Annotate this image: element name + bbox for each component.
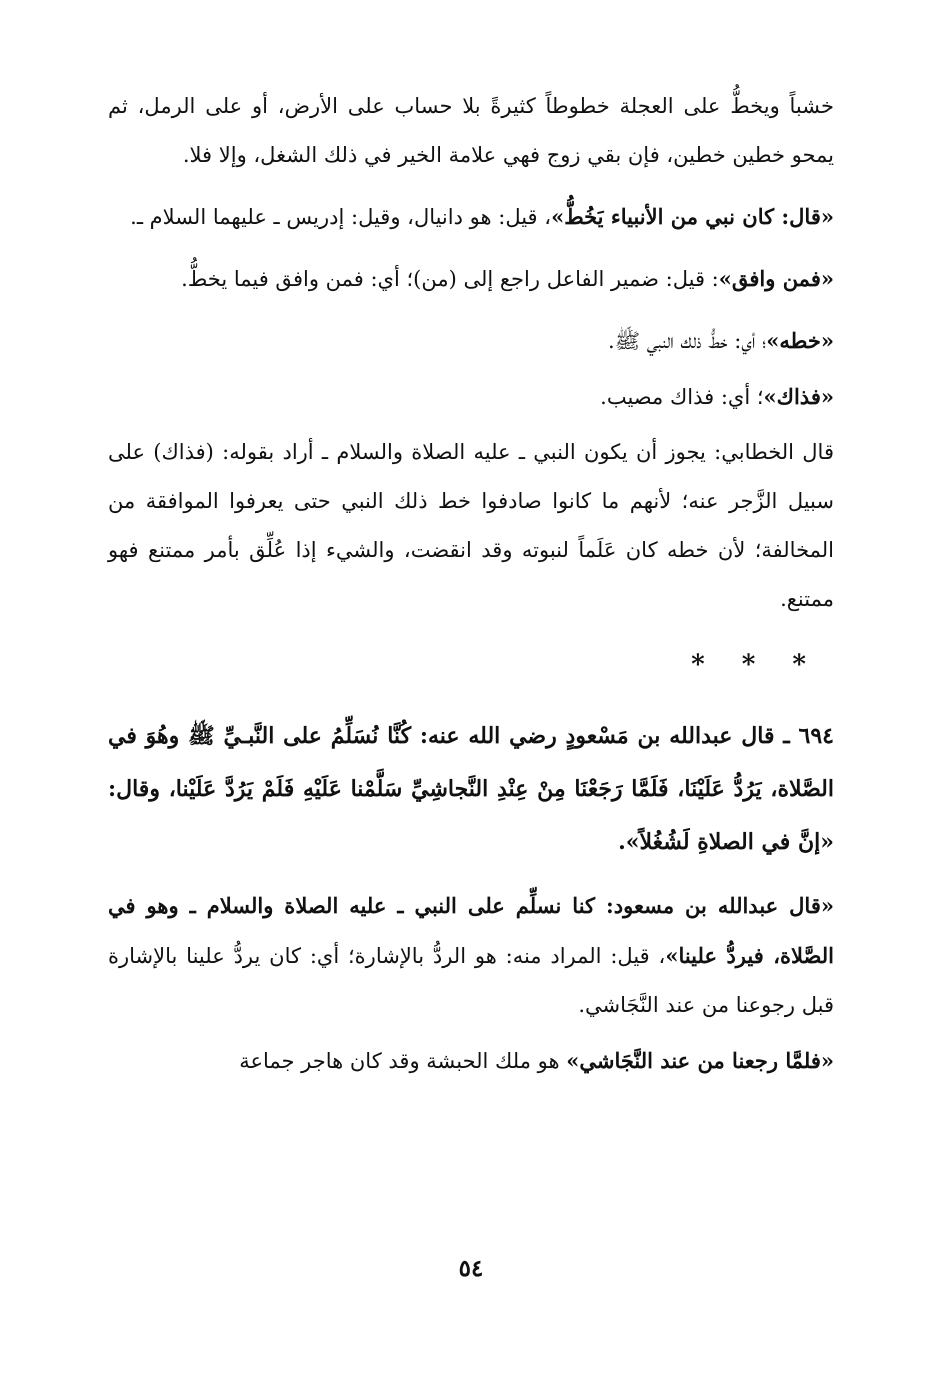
paragraph-continuation: خشباً ويخطُّ على العجلة خطوطاً كثيرةً بلا حساب على الأرض، أو على الرمل، ثم يمحو خطين خطين، فإن بقي زوج فهي علامة الخير في ذلك الشغل، وإلا فلا. [108, 94, 834, 167]
quoted-phrase: «خطه» [766, 328, 834, 353]
explanation-text: هو ملك الحبشة وقد كان هاجر جماعة [239, 1049, 567, 1073]
explanation-text: ؛ أي: فذاك مصيب. [600, 385, 764, 409]
explanation-text: ؛ أي: خطُّ ذلك النبي ﷺ. [608, 329, 767, 353]
quoted-phrase: «قال عبدالله بن مسعود: كنا نسلِّم على النبي ـ عليه الصلاة والسلام ـ وهو في الصَّلاة، فيردُّ علينا» [108, 893, 834, 968]
explanation-text: : قيل: ضمير الفاعل راجع إلى (من)؛ أي: فمن وافق فيما يخطُّ. [181, 267, 719, 291]
section-separator: * * * [691, 650, 820, 680]
paragraph-prophet-who-drew [108, 192, 834, 242]
hadith-694: ٦٩٤ ـ قال عبدالله بن مَسْعودٍ رضي الله عنه: كُنَّا نُسَلِّمُ على النَّبـيِّ ﷺ وهُوَ في الصَّلاة، يَرُدُّ عَلَيْنَا، فَلَمَّا رَجَعْنَا مِنْ عِنْدِ النَّجاشِيِّ سَلَّمْنا عَلَيْهِ فَلَمْ يَرُدَّ عَلَيْنا، وقال: «إنَّ في الصلاةِ لَشُغُلاً». [108, 723, 834, 855]
page-number: ٥٤ [458, 1255, 484, 1282]
paragraph-his-line [108, 316, 834, 366]
explanation-text: ، قيل: هو دانيال، وقيل: إدريس ـ عليهما السلام ـ. [130, 205, 552, 229]
quoted-phrase: «فذاك» [763, 384, 834, 409]
paragraph-khattabi: قال الخطابي: يجوز أن يكون النبي ـ عليه الصلاة والسلام ـ أراد بقوله: (فذاك) على سبيل الزَّجر عنه؛ لأنهم ما كانوا صادفوا خط ذلك النبي حتى يعرفوا الموافقة من المخالفة؛ لأن خطه كان عَلَماً لنبوته وقد انقضت، والشيء إذا عُلِّق بأمر ممتنع فهو ممتنع. [108, 440, 834, 611]
page-body [108, 82, 834, 1086]
quoted-phrase: «قال: كان نبي من الأنبياء يَخُطُّ» [551, 204, 834, 229]
quoted-phrase: «فلمَّا رجعنا من عند النَّجَاشي» [566, 1048, 834, 1073]
commentary-najashi [108, 1036, 834, 1086]
commentary-ibn-masud [108, 881, 834, 1030]
paragraph-that-one [108, 372, 834, 422]
explanation-text: ، قيل: المراد منه: هو الردُّ بالإشارة؛ أي: كان يردُّ علينا بالإشارة قبل رجوعنا من عند النَّجَاشي. [108, 944, 834, 1017]
quoted-phrase: «فمن وافق» [718, 266, 834, 291]
paragraph-whoever-agrees [108, 254, 834, 304]
